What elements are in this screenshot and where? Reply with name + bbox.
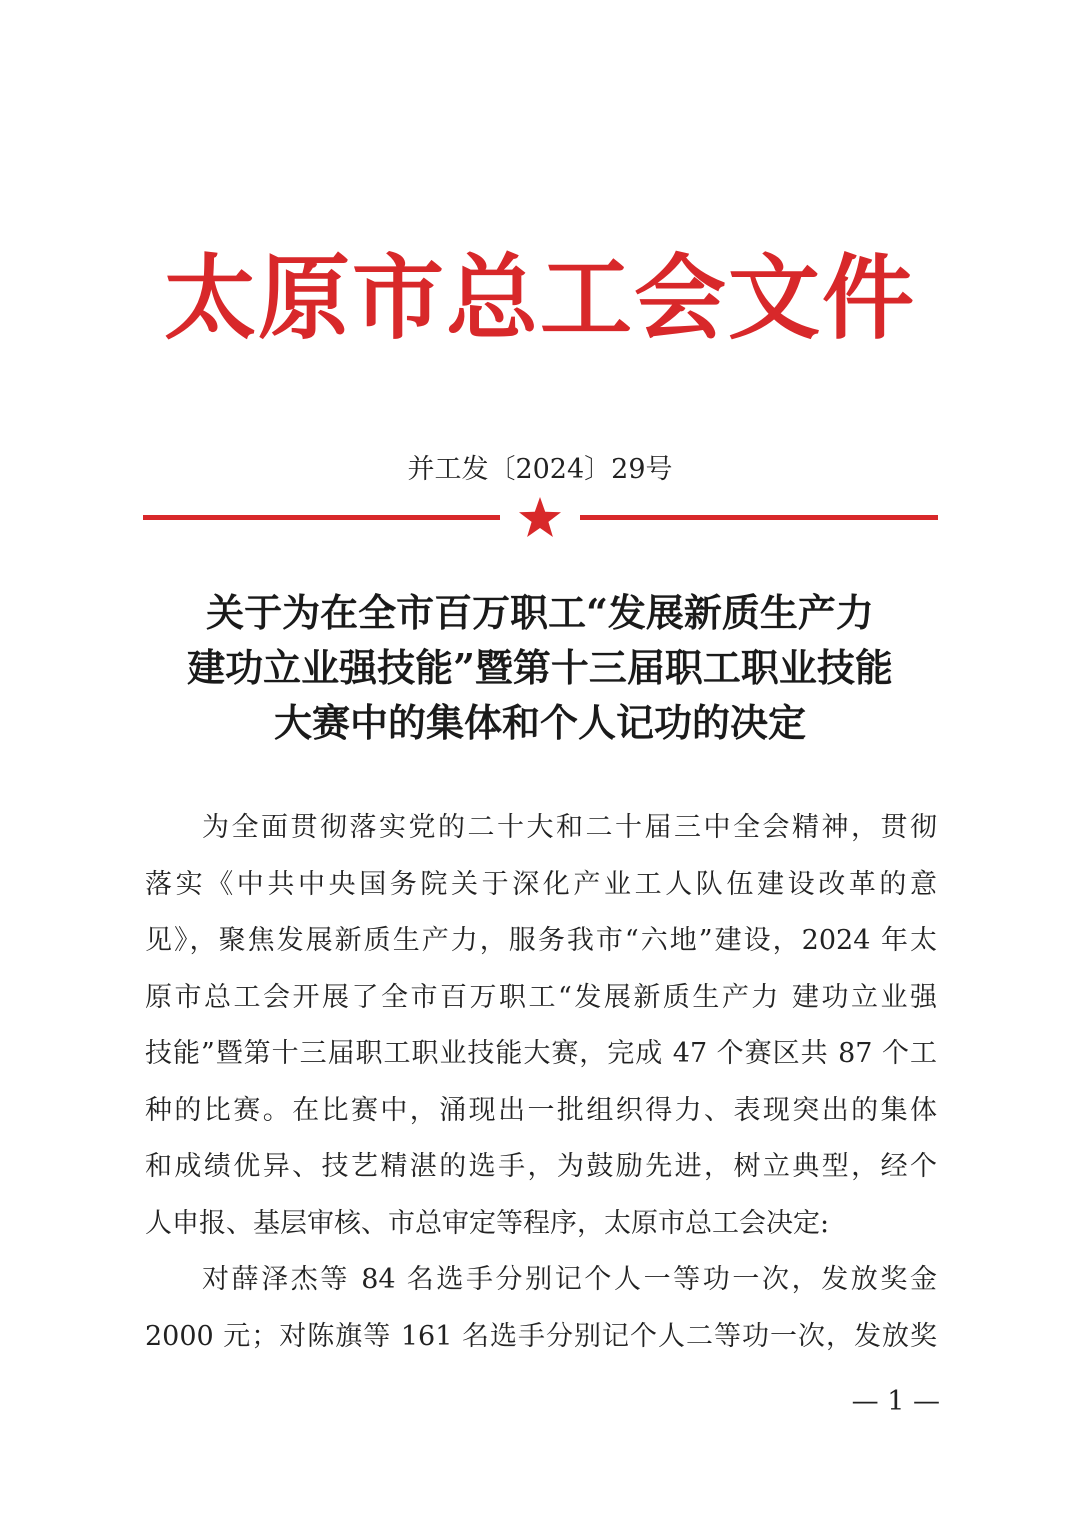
body-line: 种的比赛。在比赛中，涌现出一批组织得力、表现突出的集体 [145,1094,937,1126]
star-icon [518,496,562,538]
document-number: 并工发〔2024〕29号 [407,454,673,485]
document-title [120,585,960,750]
body-line: 原市总工会开展了全市百万职工“发展新质生产力 建功立业强 [145,981,937,1013]
body-line: 人申报、基层审核、市总审定等程序，太原市总工会决定: [145,1207,830,1239]
body-line: 落实《中共中央国务院关于深化产业工人队伍建设改革的意 [145,868,937,900]
body-line: 为全面贯彻落实党的二十大和二十届三中全会精神，贯彻 [202,812,937,843]
document-masthead: 太原市总工会文件 [163,244,916,352]
red-rule-right [580,515,938,520]
body-line: 对薛泽杰等 84 名选手分别记个人一等功一次，发放奖金 [202,1264,937,1295]
title-line: 建功立业强技能”暨第十三届职工职业技能 [187,645,893,690]
title-line: 关于为在全市百万职工“发展新质生产力 [206,590,874,635]
red-rule-left [143,515,500,520]
body-line: 技能”暨第十三届职工职业技能大赛，完成 47 个赛区共 87 个工 [145,1038,937,1069]
body-line: 见》，聚焦发展新质生产力，服务我市“六地”建设，2024 年太 [145,925,937,956]
title-line: 大赛中的集体和个人记功的决定 [273,700,806,745]
body-line: 2000 元；对陈旗等 161 名选手分别记个人二等功一次，发放奖 [145,1320,937,1352]
body-line: 和成绩优异、技艺精湛的选手，为鼓励先进，树立典型，经个 [145,1151,937,1182]
body-paragraph-1 [145,800,937,1252]
page-number: — 1 — [851,1386,940,1417]
body-paragraph-2 [145,1252,937,1365]
